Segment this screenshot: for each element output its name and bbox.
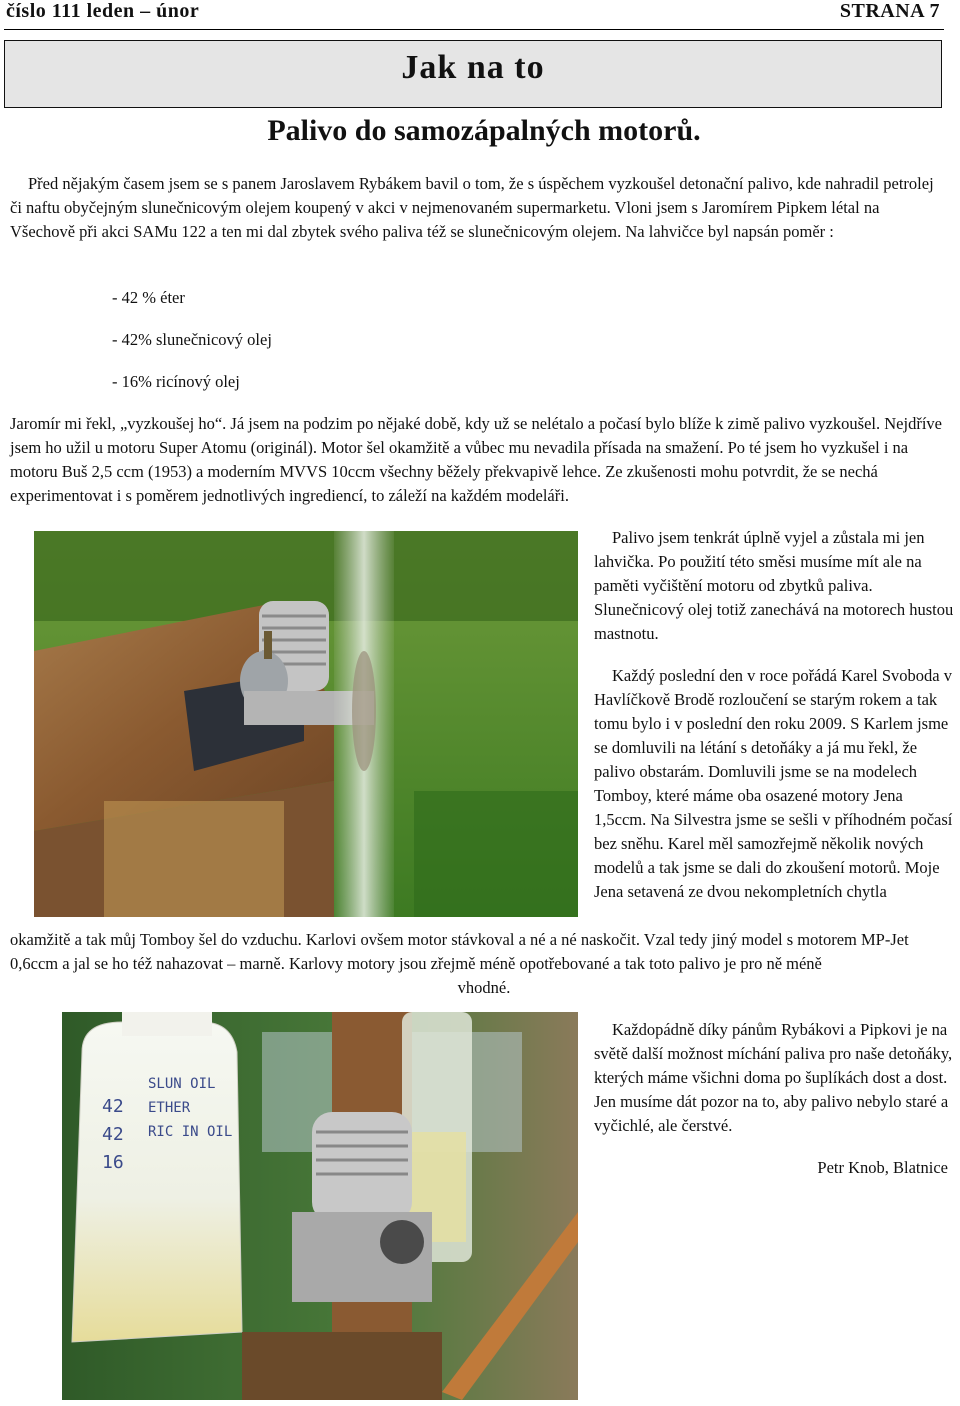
jug-label-ricin-oil: RIC IN OIL [148,1124,233,1140]
header-divider [4,29,944,30]
ratio-item-castor: - 16% ricínový olej [112,372,240,391]
page-number: STRANA 7 [839,0,940,22]
paragraph-cleaning: Palivo jsem tenkrát úplně vyjel a zůstala mi jen lahvička. Po použití této směsi musíme mít ale na paměti vyčištění motoru od zbytků paliva. Slunečnicový olej totiž zanechává na motorech hustou mastnotu. [594,528,954,643]
ratio-item-ether: - 42 % éter [112,288,185,307]
paragraph-testing: Jaromír mi řekl, „vyzkoušej ho“. Já jsem na podzim po nějaké době, kdy už se nelétalo a počasí bylo blíže k zimě palivo vyzkoušel. Nejdříve jsem ho užil u motoru Super Atomu (originál). Motor šel okamžitě a vůbec mu nevadila přísada na smažení. Po té jsem ho vyzkušel i na motoru Buš 2,5 ccm (1953) a moderním MVVS 10ccm všechny běžely překvapivě lehce. Ze zkušenosti mohu potvrdit, že se nechá experimentovat i s poměrem jednotlivých ingrediencí, to záleží na každém modeláři. [10,414,942,505]
fuel-jug-photo [62,1012,578,1400]
jug-label-castor-pct: 16 [102,1152,124,1173]
jug-label-oil-pct: 42 [102,1124,124,1145]
engine-table-photo [34,531,578,917]
issue-label: číslo 111 leden – únor [6,0,200,22]
section-banner [4,40,942,108]
intro-paragraph: Před nějakým časem jsem se s panem Jaroslavem Rybákem bavil o tom, že s úspěchem vyzkoušel detonační palivo, kde nahradil petrolej či naftu obyčejným slunečnicovým olejem koupený v akci v nejmenovaném supermarketu. Vloni jsem s Jaromírem Pipkem létal na Všechově při akci SAMu 122 a ten mi dal zbytek svého paliva též se slunečnicovým olejem. Na lahvičce byl napsán poměr : [10,174,934,241]
jug-label-ether: ETHER [148,1100,191,1116]
paragraph-thanks: Každopádně díky pánům Rybákovi a Pipkovi je na světě další možnost míchání paliva pro naše detoňáky, kterých máme všichni doma po šuplíkách dost a dost. Jen musíme dát pozor na to, aby palivo nebylo staré a vyčichlé, ale čerstvé. [594,1020,953,1135]
jug-label-ether-pct: 42 [102,1096,124,1117]
author-signature: Petr Knob, Blatnice [817,1158,948,1177]
section-title: Jak na to [401,49,545,86]
article-title: Palivo do samozápalných motorů. [267,114,701,147]
jug-label-slun-oil: SLUN OIL [148,1076,216,1092]
paragraph-new-year-continued: okamžitě a tak můj Tomboy šel do vzduchu. Karlovi ovšem motor stávkoval a né a né naskočit. Vzal tedy jiný model s motorem MP-Jet 0,6ccm a jal se ho též nahazovat – marně. Karlovy motory jsou zřejmě méně opotřebované a tak toto palivo je pro ně méně [10,930,909,973]
ratio-item-sunflower: - 42% slunečnicový olej [112,330,272,349]
paragraph-new-year: Každý poslední den v roce pořádá Karel Svoboda v Havlíčkově Brodě rozloučení se starým rokem a tak tomu bylo i v poslední den roku 2009. S Karlem jsme se domluvili na létání s detoňáky a já mu řekl, že palivo obstarám. Domluvili jsme se na modelech Tomboy, které máme oba osazené motory Jena 1,5ccm. Na Silvestra jsme se sešli v příhodném počasí bez sněhu. Karel měl samozřejmě několik nových modelů a tak jsme se dali do zkoušení motorů. Moje Jena setavená ze dvou nekompletních chytla [594,666,953,901]
paragraph-new-year-end: vhodné. [457,978,511,997]
